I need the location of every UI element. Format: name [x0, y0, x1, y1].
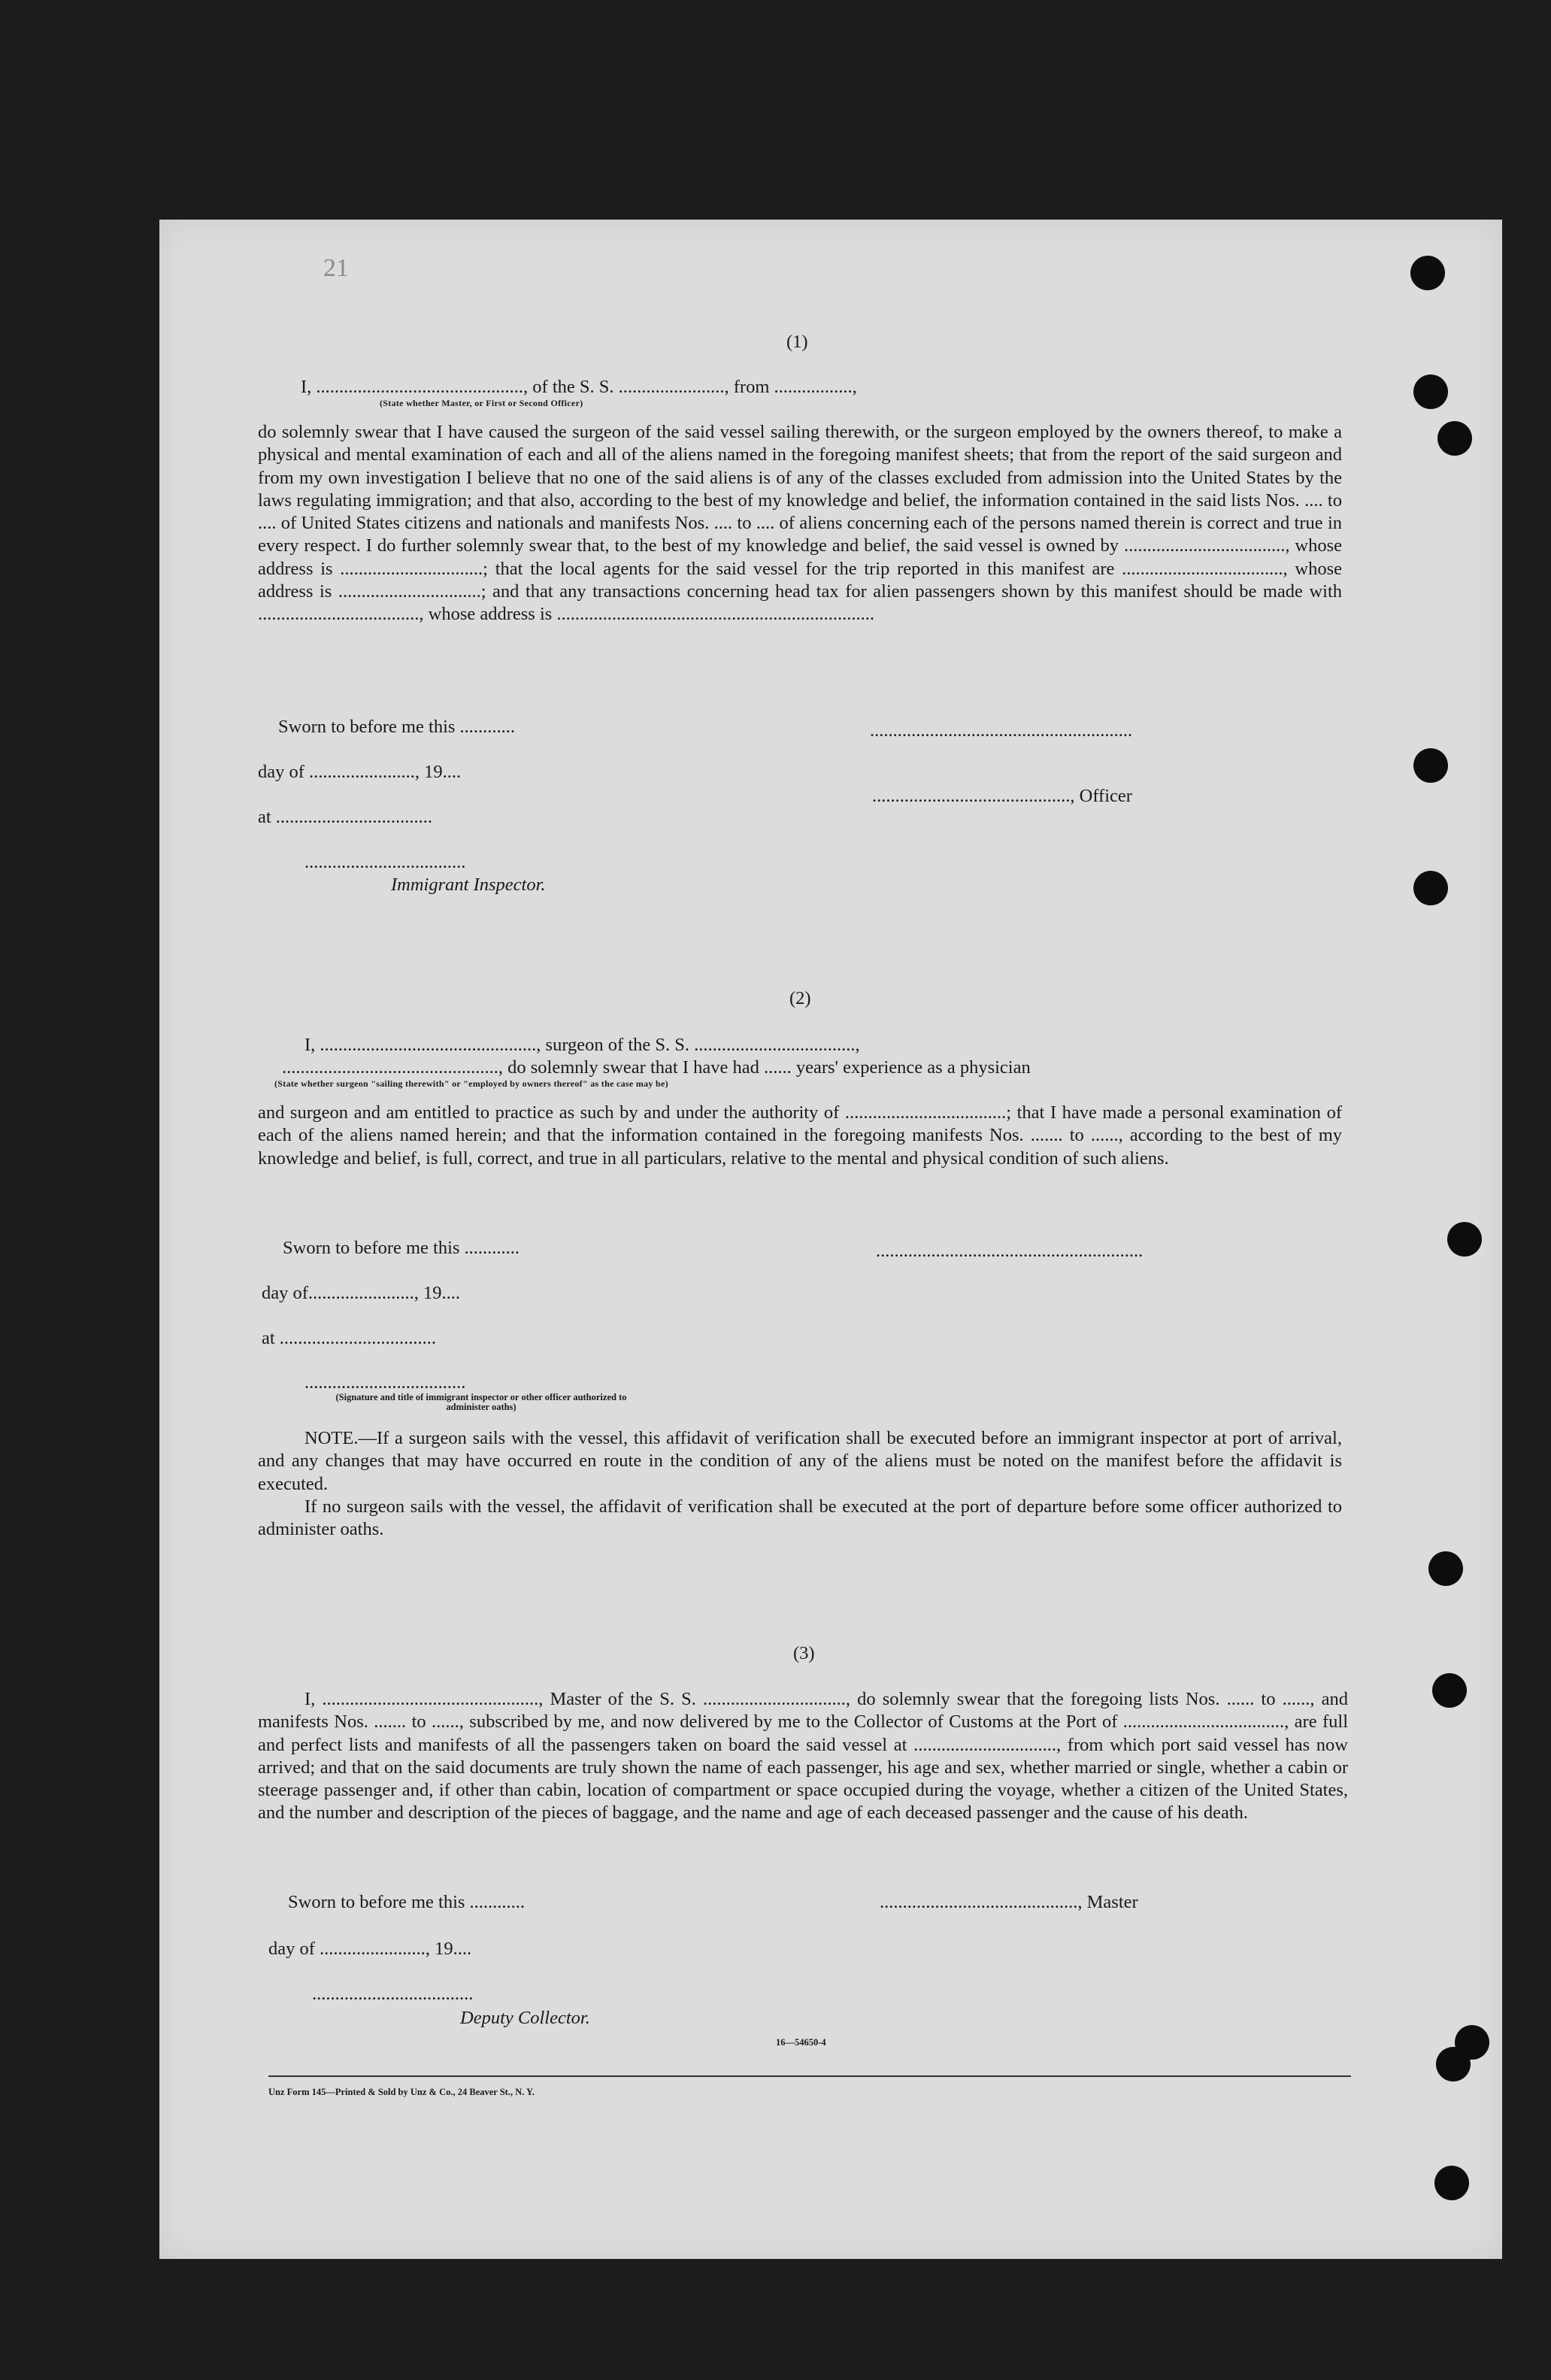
binder-hole: [1428, 1551, 1463, 1586]
section-1-inspector-label: Immigrant Inspector.: [391, 875, 546, 895]
section-1-body: [258, 421, 1342, 626]
section-1-inspector-dots: ...................................: [304, 852, 466, 872]
section-3-day: day of ......................., 19....: [268, 1939, 472, 1959]
section-1-line1: I, ............................................., of the S. S. ......................., from .................,: [301, 377, 857, 397]
section-2-note: [258, 1427, 1342, 1541]
section-2-sig-dots: ..........................................................: [876, 1241, 1144, 1261]
section-1-sig-dots: .........................................................: [870, 720, 1133, 741]
section-1-number: (1): [786, 332, 808, 352]
section-2-number: (2): [789, 988, 811, 1008]
note-paragraph-1: NOTE.—If a surgeon sails with the vessel, this affidavit of verification shall be executed before an immigrant inspector at port of arrival, and any changes that may have occurred en route in the condition of any of the aliens must be noted on the manifest before the affidavit is executed.: [258, 1428, 1342, 1494]
page-number: 21: [323, 254, 349, 282]
footer-rule: [268, 2075, 1351, 2077]
binder-hole: [1410, 256, 1445, 290]
binder-hole: [1437, 421, 1472, 456]
section-1-officer: ..........................................., Officer: [872, 786, 1132, 806]
section-2-body: [258, 1102, 1342, 1170]
binder-hole: [1447, 1222, 1482, 1257]
section-3-body: [258, 1688, 1348, 1825]
section-2-sworn: Sworn to before me this ............: [283, 1238, 520, 1258]
section-1-at: at ..................................: [258, 807, 433, 827]
binder-hole: [1434, 2166, 1469, 2200]
section-1-sworn: Sworn to before me this ............: [278, 717, 516, 737]
section-2-sig-label: (Signature and title of immigrant inspector or other officer authorized to administer oaths): [335, 1392, 627, 1412]
section-3-collector-label: Deputy Collector.: [460, 2008, 590, 2028]
printer-footer: Unz Form 145—Printed & Sold by Unz & Co., 24 Beaver St., N. Y.: [268, 2087, 535, 2097]
binder-hole: [1413, 871, 1448, 905]
section-1-paragraph: do solemnly swear that I have caused the surgeon of the said vessel sailing therewith, or the surgeon employed by the owners thereof, to make a physical and mental examination of each and all of the aliens named in the foregoing manifest sheets; that from the report of the said surgeon and from my own investigation I believe that no one of the said aliens is of any of the classes excluded from admission into the United States by the laws regulating immigration; and that also, according to the best of my knowledge and belief, the information contained in the said lists Nos. .... to .... of United States citizens and nationals and manifests Nos. .... to .... of aliens concerning each of the persons named therein is correct and true in every respect. I do further solemnly swear that, to the best of my knowledge and belief, the said vessel is owned by ..................................., whose address is ...............................; that the local agents for the said vessel for the trip reported in this manifest are ..................................., whose address is ...............................; and that any transactions concerning head tax for alien passengers shown by this manifest should be made with ..................................., whose address is .....................................................................: [258, 422, 1342, 625]
binder-hole: [1413, 374, 1448, 409]
section-3-master: ..........................................., Master: [880, 1892, 1138, 1912]
section-3-sworn: Sworn to before me this ............: [288, 1892, 526, 1912]
binder-hole: [1432, 1673, 1467, 1708]
section-2-paragraph: and surgeon and am entitled to practice as such by and under the authority of ...................................; that I have made a personal examination of each of the aliens named herein; and that the information contained in the foregoing manifests Nos. ....... to ......, according to the best of my knowledge and belief, is full, correct, and true in all particulars, relative to the mental and physical condition of such aliens.: [258, 1102, 1342, 1169]
binder-hole: [1436, 2047, 1471, 2081]
section-1-day: day of ......................., 19....: [258, 762, 462, 782]
section-3-paragraph: I, ..............................................., Master of the S. S. ..............................., do solemnly swear that the foregoing lists Nos. ...... to ......, and manifests Nos. ....... to ......, subscribed by me, and now delivered by me to the Collector of Customs at the Port of ..................................., are full and perfect lists and manifests of all the passengers taken on board the said vessel at ..............................., from which port said vessel has now arrived; and that on the said documents are truly shown the name of each passenger, his age and sex, whether married or single, whether a cabin or steerage passenger and, if other than cabin, location of compartment or space occupied during the voyage, whether a citizen of the United States, and the number and description of the pieces of baggage, and the name and age of each deceased passenger and the cause of his death.: [258, 1689, 1348, 1824]
section-2-line2-note: (State whether surgeon "sailing therewith" or "employed by owners thereof" as the case may be): [274, 1078, 668, 1089]
binder-hole: [1413, 748, 1448, 783]
section-2-line2: ..............................................., do solemnly swear that I have had ...... years' experience as a physician: [282, 1057, 1031, 1078]
form-code: 16—54650-4: [776, 2037, 826, 2048]
section-2-line1: I, ..............................................., surgeon of the S. S. ...................................,: [304, 1035, 860, 1055]
section-3-collector-dots: ...................................: [312, 1984, 474, 2004]
section-2-day: day of......................., 19....: [262, 1283, 461, 1303]
section-3-number: (3): [793, 1643, 815, 1663]
section-2-at: at ..................................: [262, 1328, 437, 1348]
section-2-sig-label-dots: ...................................: [304, 1372, 466, 1393]
note-paragraph-2: If no surgeon sails with the vessel, the affidavit of verification shall be executed at the port of departure before some officer authorized to administer oaths.: [258, 1496, 1342, 1540]
section-1-line1-note: (State whether Master, or First or Second Officer): [380, 398, 583, 408]
